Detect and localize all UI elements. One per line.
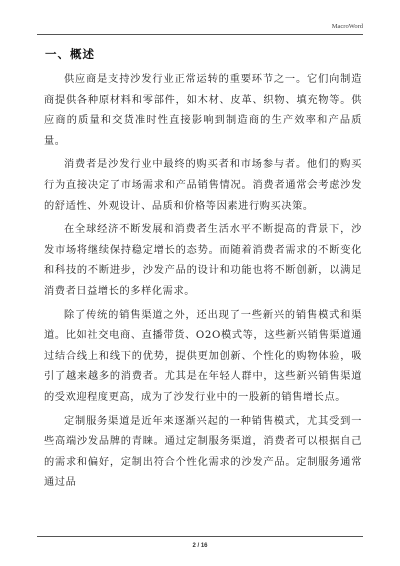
document-body	[44, 70, 362, 497]
paragraph-market-growth: 在全球经济不断发展和消费者生活水平不断提高的背景下，沙发市场将继续保持稳定增长的态势。而随着消费者需求的不断变化和科技的不断进步，沙发产品的设计和功能也将不断创新，以满足消费者日益增长的多样化需求。	[44, 224, 362, 297]
page-number: 2 / 16	[192, 543, 208, 549]
paragraph-suppliers: 供应商是支持沙发行业正常运转的重要环节之一。它们向制造商提供各种原材料和零部件，如木材、皮革、织物、填充物等。供应商的质量和交货准时性直接影响到制造商的生产效率和产品质量。	[44, 74, 362, 147]
paragraph-new-channels: 除了传统的销售渠道之外，还出现了一些新兴的销售模式和渠道。比如社交电商、直播带货、O2O模式等，这些新兴销售渠道通过结合线上和线下的优势，提供更加创新、个性化的购物体验，吸引了越来越多的消费者。尤其是在年轻人群中，这些新兴销售渠道的受欢迎程度更高，成为了沙发行业中的一股新的销售增长点。	[44, 309, 362, 403]
section-title: 一、概述	[45, 47, 95, 61]
footer-divider	[37, 536, 363, 537]
header-brand: MacroWord	[331, 23, 363, 30]
header-divider	[37, 34, 363, 35]
paragraph-consumers: 消费者是沙发行业中最终的购买者和市场参与者。他们的购买行为直接决定了市场需求和产品销售情况。消费者通常会考虑沙发的舒适性、外观设计、品质和价格等因素进行购买决策。	[44, 159, 362, 212]
paragraph-custom-service: 定制服务渠道是近年来逐渐兴起的一种销售模式，尤其受到一些高端沙发品牌的青睐。通过定制服务渠道，消费者可以根据自己的需求和偏好，定制出符合个性化需求的沙发产品。定制服务通常通过品	[44, 415, 362, 489]
